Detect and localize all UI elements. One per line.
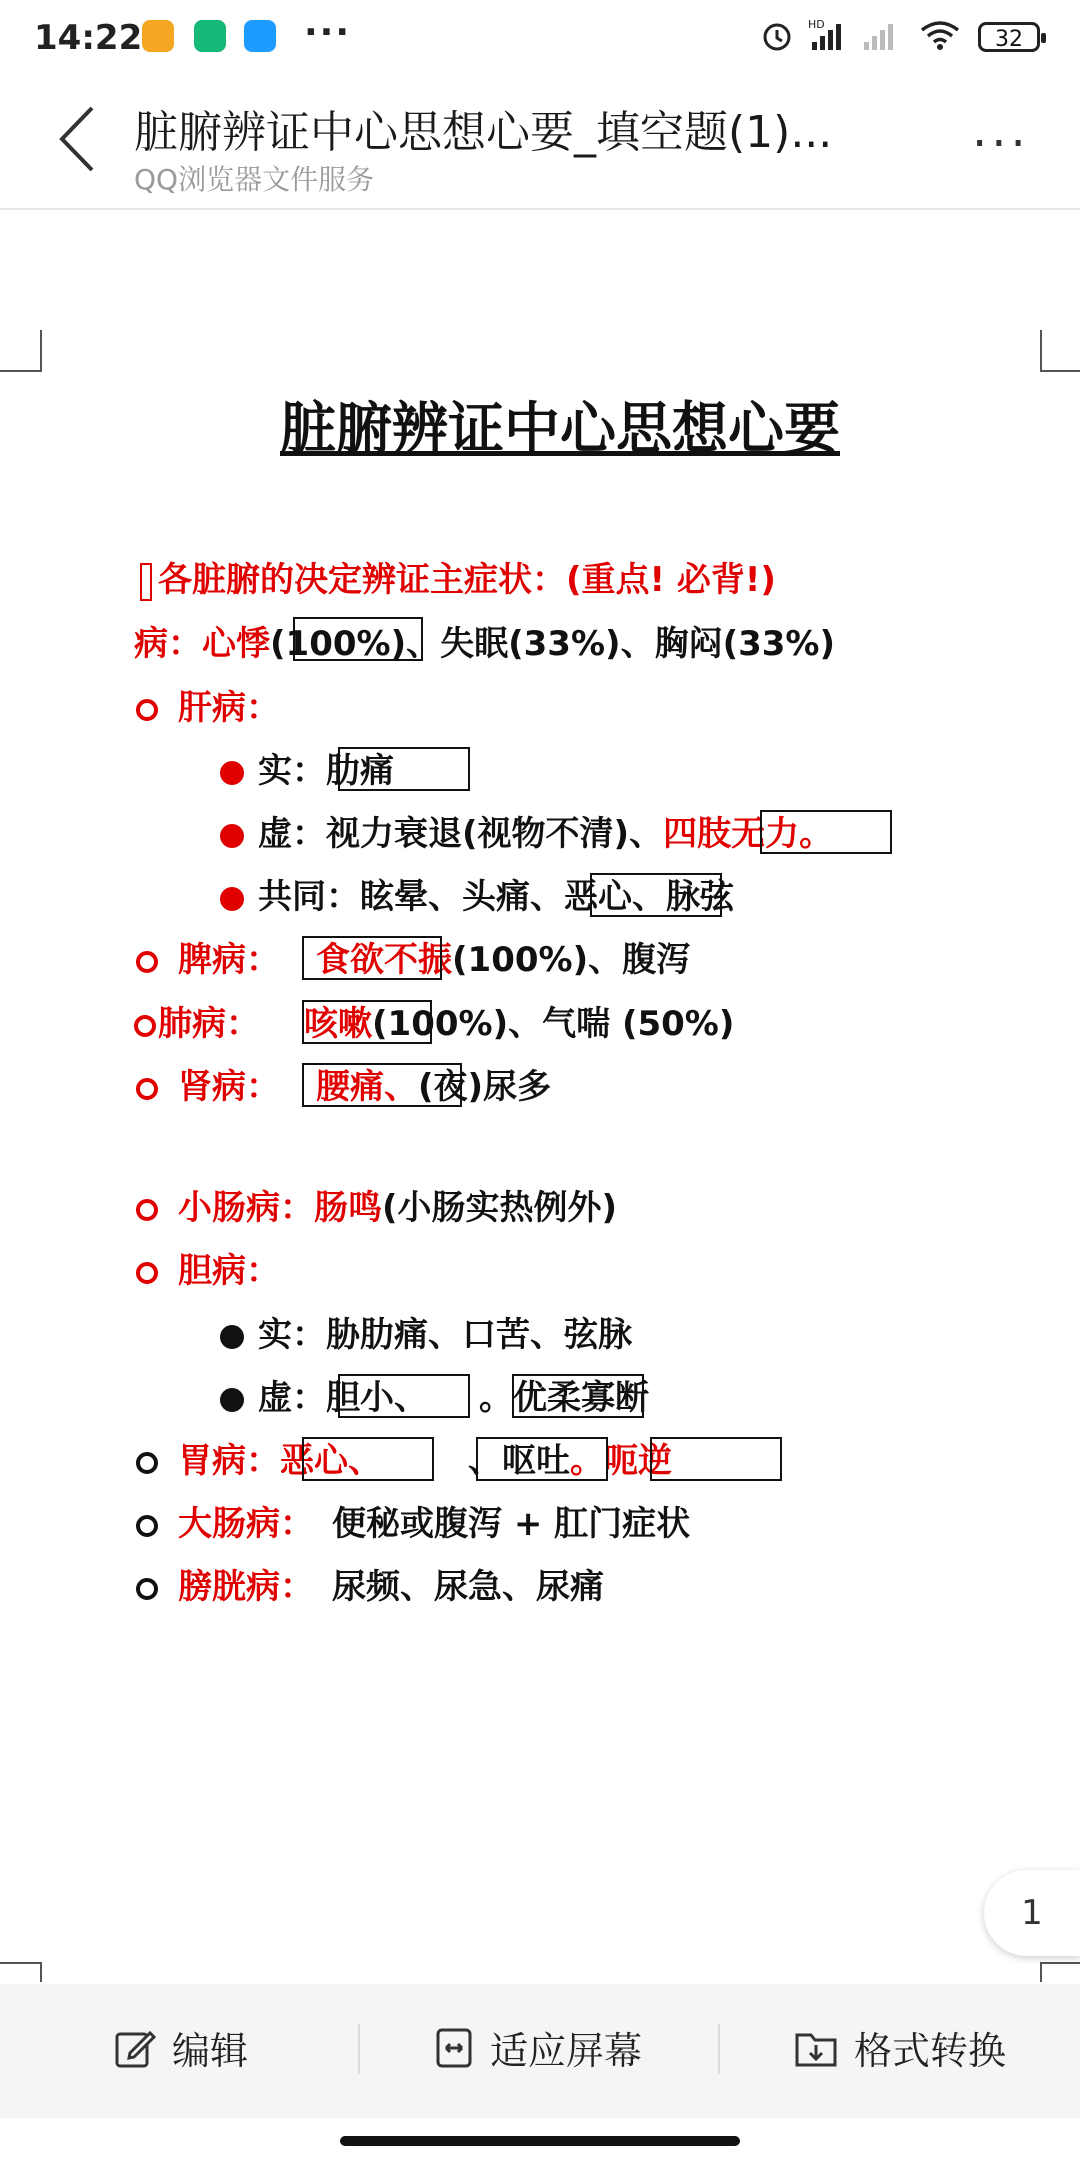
blank-box (302, 936, 442, 980)
blank-box (512, 1374, 644, 1418)
convert-format-button[interactable] (794, 2020, 1006, 2075)
doc-heading: 各脏腑的决定辨证主症状：(重点! 必背!) (140, 552, 776, 601)
document-title: 脏腑辨证中心思想心要_填空题(1)... (134, 107, 833, 158)
bullet-circle-icon (136, 1452, 158, 1474)
edit-label: 编辑 (172, 2029, 249, 2073)
bottom-toolbar (0, 1984, 1080, 2118)
liver-shi-line: 实：肋痛 (220, 743, 394, 792)
battery-indicator: 32 (978, 22, 1040, 52)
fit-screen-icon (434, 2027, 474, 2069)
bullet-circle-icon (136, 1262, 158, 1284)
doc-main-title: 脏腑辨证中心思想心要 (280, 397, 840, 462)
signal-icon-2 (862, 18, 902, 59)
edit-icon (114, 2027, 156, 2069)
folder-convert-icon (794, 2027, 838, 2069)
lung-line: 肺病： 咳嗽(100%)、气喘 (50%) (134, 996, 734, 1045)
home-indicator[interactable] (340, 2136, 740, 2146)
more-options-button[interactable]: ··· (972, 116, 1030, 172)
bullet-circle-icon (136, 1078, 158, 1100)
kidney-line: 肾病： 腰痛、(夜)尿多 (136, 1059, 551, 1108)
page-number-indicator[interactable]: 1 (984, 1870, 1080, 1956)
page-corner-mark (1040, 1962, 1080, 1982)
bullet-circle-icon (136, 1578, 158, 1600)
large-intestine-line: 大肠病： 便秘或腹泻 + 肛门症状 (136, 1496, 690, 1545)
alarm-icon (760, 18, 794, 59)
fit-screen-button[interactable] (434, 2020, 642, 2075)
blank-box (590, 873, 722, 917)
bladder-line: 膀胱病： 尿频、尿急、尿痛 (136, 1559, 604, 1608)
stomach-line: 胃病：恶心、 、呕吐。呃逆 (136, 1433, 672, 1482)
back-button[interactable] (56, 104, 96, 178)
app-notification-icon-orange (142, 20, 174, 52)
blank-box (293, 617, 423, 661)
document-source: QQ浏览器文件服务 (134, 163, 375, 196)
bookmark-marker-icon (140, 563, 152, 601)
fit-screen-label: 适应屏幕 (490, 2029, 643, 2073)
gall-xu-line: 虚：胆小、 。优柔寡断 (220, 1370, 649, 1419)
page-corner-mark (1040, 330, 1080, 372)
bullet-circle-icon (136, 1515, 158, 1537)
blank-box (650, 1437, 782, 1481)
app-notification-icon-blue (244, 20, 276, 52)
bullet-dot-icon (220, 761, 244, 785)
heart-line: 病：心悸(100%)、失眠(33%)、胸闷(33%) (134, 624, 836, 664)
edit-button[interactable] (114, 2020, 248, 2075)
blank-box (302, 1063, 462, 1107)
back-arrow-icon (56, 104, 96, 174)
signal-icon (808, 18, 852, 59)
blank-box (338, 1374, 470, 1418)
toolbar-divider (718, 2024, 720, 2074)
document-page[interactable] (0, 210, 1080, 1980)
small-intestine-line: 小肠病：肠鸣(小肠实热例外) (136, 1180, 617, 1229)
bullet-circle-icon (136, 951, 158, 973)
app-notification-icon-green (194, 20, 226, 52)
blank-box (302, 1000, 432, 1044)
toolbar-divider (358, 2024, 360, 2074)
page-corner-mark (0, 330, 42, 372)
page-corner-mark (0, 1962, 42, 1982)
bullet-circle-icon (134, 1015, 156, 1037)
bullet-dot-icon (220, 824, 244, 848)
more-notifications-icon: ··· (304, 12, 352, 53)
liver-common-line: 共同：眩晕、头痛、恶心、脉弦 (220, 869, 734, 918)
blank-box (476, 1437, 608, 1481)
liver-line: 肝病： (136, 680, 280, 729)
convert-format-label: 格式转换 (854, 2029, 1007, 2073)
bullet-circle-icon (136, 1199, 158, 1221)
status-time: 14:22 (34, 18, 143, 58)
blank-box (338, 747, 470, 791)
spleen-line: 脾病： 食欲不振(100%)、腹泻 (136, 932, 690, 981)
app-header (0, 80, 1080, 210)
bullet-dot-icon (220, 887, 244, 911)
bullet-circle-icon (136, 699, 158, 721)
gallbladder-line: 胆病： (136, 1243, 280, 1292)
liver-xu-line: 虚：视力衰退(视物不清)、四肢无力。 (220, 806, 833, 855)
blank-box (760, 810, 892, 854)
svg-text:HD: HD (808, 18, 825, 31)
bullet-dot-icon (220, 1388, 244, 1412)
bullet-dot-icon (220, 1325, 244, 1349)
wifi-icon (918, 18, 962, 59)
blank-box (302, 1437, 434, 1481)
status-bar (0, 0, 1080, 80)
gall-shi-line: 实：胁肋痛、口苦、弦脉 (220, 1307, 632, 1356)
